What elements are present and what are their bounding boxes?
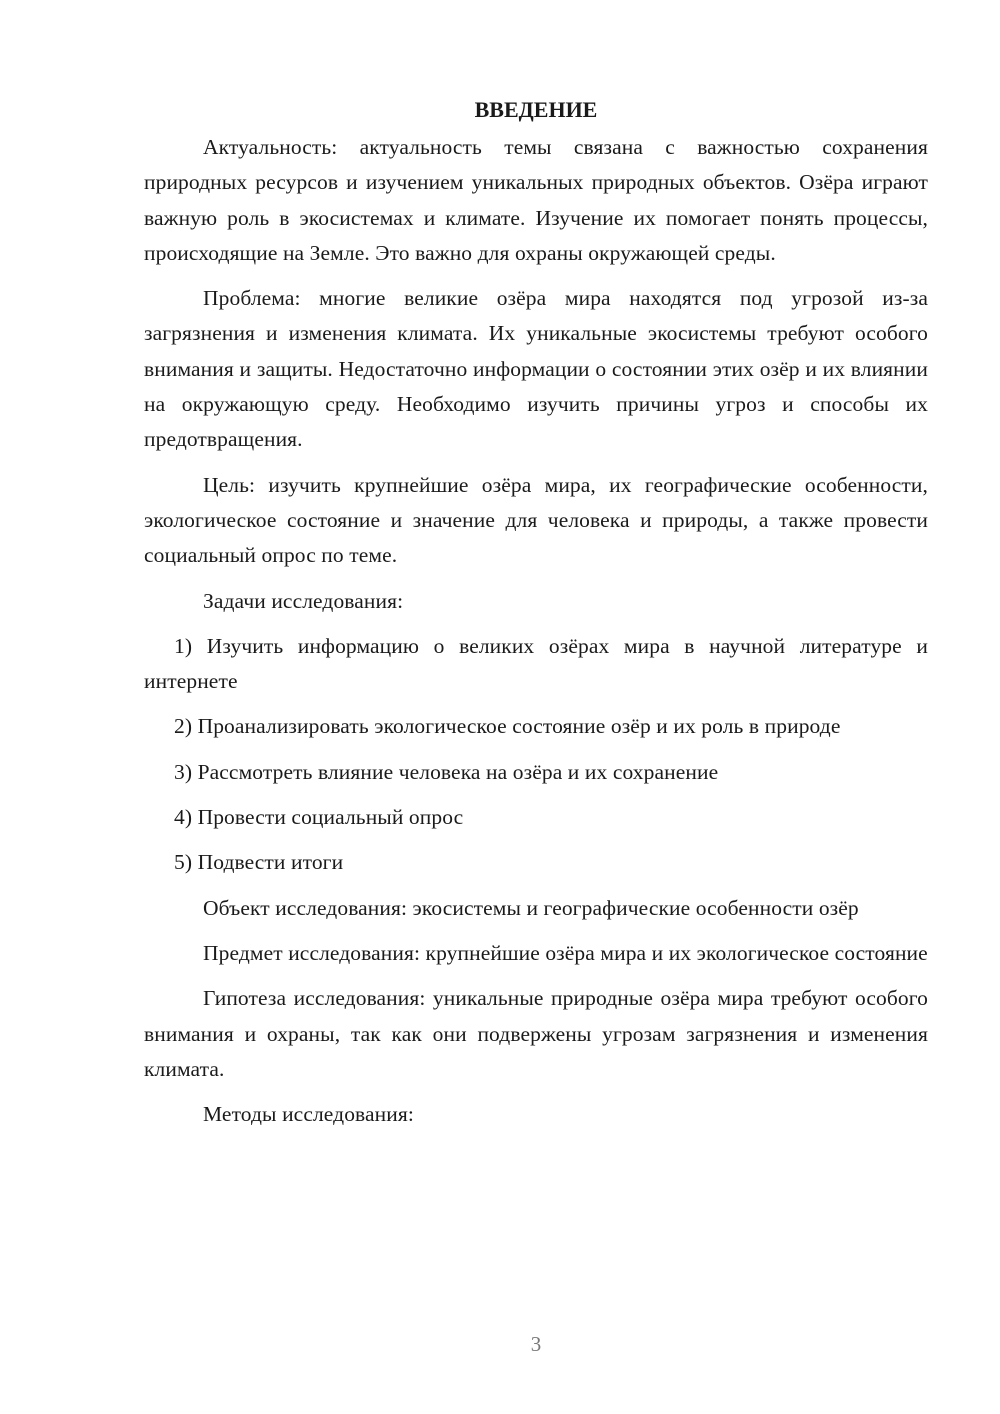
paragraph-subject: Предмет исследования: крупнейшие озёра мира и их экологическое состояние: [203, 940, 928, 965]
task-item-4: 4) Провести социальный опрос: [174, 805, 464, 830]
paragraph-hypothesis: Гипотеза исследования: уникальные природные озёра мира требуют особого внимания и охраны, так как они подвержены угрозам загрязнения и изменения климата.: [144, 986, 928, 1081]
task-item-3: 3) Рассмотреть влияние человека на озёра и их сохранение: [174, 759, 719, 784]
paragraph-tasks-heading: Задачи исследования:: [203, 588, 404, 613]
paragraph-problem: Проблема: многие великие озёра мира находятся под угрозой из-за загрязнения и изменения климата. Их уникальные экосистемы требуют особого внимания и защиты. Недостаточно информации о состоянии этих озёр и их влиянии на окружающую среду. Необходимо изучить причины угроз и способы их предотвращения.: [144, 286, 928, 452]
task-item-1: 1) Изучить информацию о великих озёрах мира в научной литературе и интернете: [144, 633, 928, 694]
paragraph-goal: Цель: изучить крупнейшие озёра мира, их географические особенности, экологическое состояние и значение для человека и природы, а также провести социальный опрос по теме.: [144, 472, 928, 568]
paragraph-relevance: Актуальность: актуальность темы связана с важностью сохранения природных ресурсов и изучением уникальных природных объектов. Озёра играют важную роль в экосистемах и климате. Изучение их помогает понять процессы, происходящие на Земле. Это важно для охраны окружающей среды.: [144, 135, 928, 265]
section-title: ВВЕДЕНИЕ: [474, 97, 598, 122]
page-number: 3: [530, 1332, 542, 1356]
task-item-2: 2) Проанализировать экологическое состояние озёр и их роль в природе: [174, 714, 841, 739]
paragraph-object: Объект исследования: экосистемы и географические особенности озёр: [203, 895, 859, 920]
document-page: [144, 92, 928, 1142]
task-item-5: 5) Подвести итоги: [174, 850, 344, 875]
paragraph-methods: Методы исследования:: [203, 1102, 414, 1127]
